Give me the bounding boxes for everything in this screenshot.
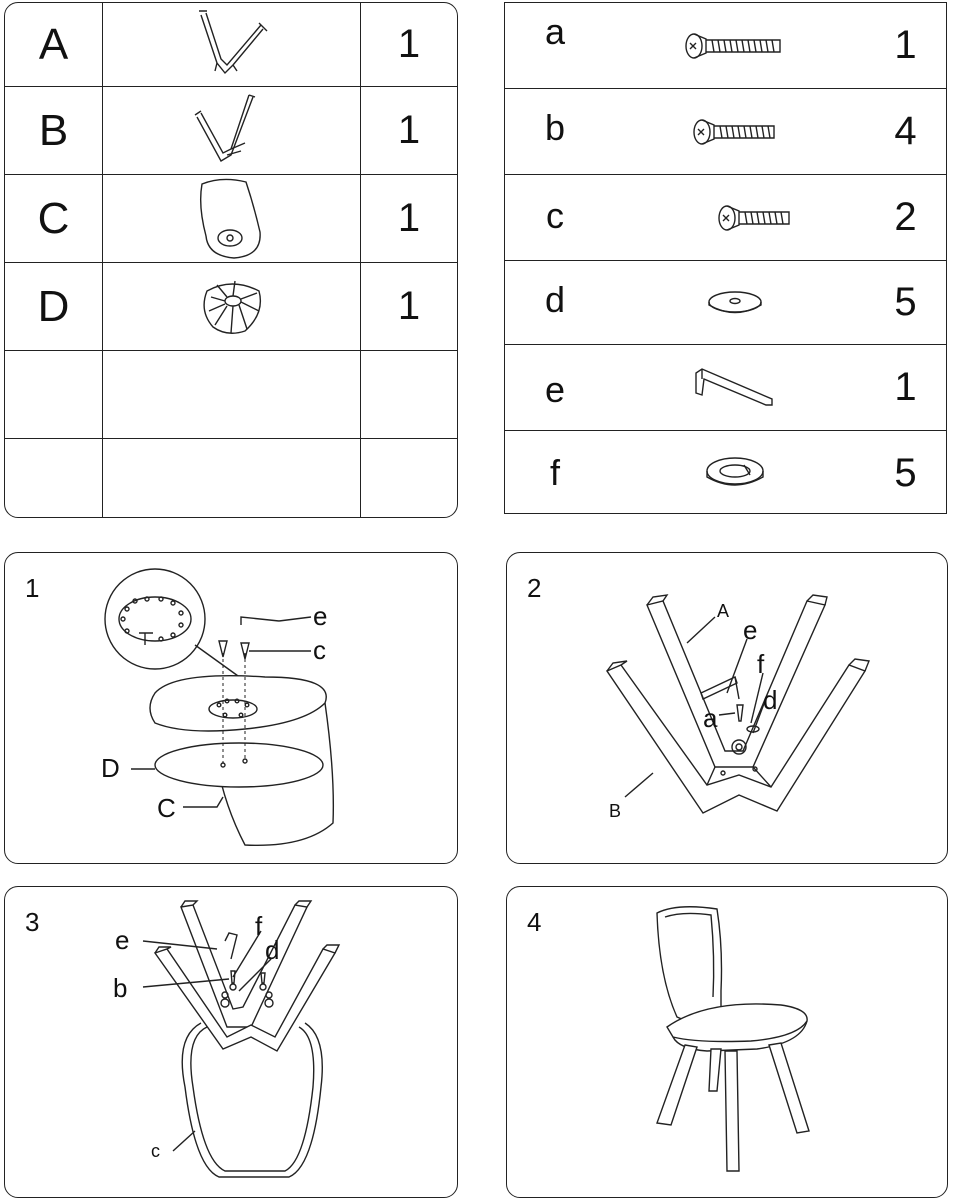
step-3-panel — [4, 886, 458, 1198]
label-e: e — [313, 601, 328, 631]
label-e: e — [115, 925, 130, 955]
bolt-icon — [690, 117, 780, 147]
step-number: 1 — [25, 573, 40, 603]
hardware-row — [505, 261, 946, 345]
hardware-qty: 5 — [894, 450, 917, 495]
label-D: D — [101, 753, 120, 783]
label-d: d — [265, 935, 280, 965]
step-number: 3 — [25, 907, 40, 937]
parts-row — [5, 263, 457, 351]
part-letter: A — [38, 19, 69, 69]
part-letter: C — [37, 193, 70, 243]
hardware-letter: e — [544, 369, 566, 410]
hardware-qty: 4 — [894, 109, 917, 153]
hardware-letter: d — [544, 279, 566, 320]
parts-row — [5, 3, 457, 87]
part-qty: 1 — [397, 108, 421, 152]
allen-key-icon — [690, 363, 780, 413]
parts-row — [5, 439, 457, 518]
flat-washer-icon — [705, 288, 765, 318]
leg-frame-a-icon — [187, 7, 277, 83]
hardware-row — [505, 89, 946, 175]
step-2-panel — [506, 552, 948, 864]
hardware-letter: a — [544, 11, 566, 52]
parts-table — [4, 2, 458, 518]
leg-frame-b-icon — [187, 91, 277, 171]
hardware-qty: 5 — [894, 280, 917, 324]
hardware-letter: c — [546, 195, 564, 236]
seat-shell-icon — [192, 176, 272, 262]
seat-cushion-icon — [197, 277, 267, 337]
hardware-row — [505, 431, 946, 515]
hardware-qty: 2 — [894, 195, 917, 239]
part-qty: 1 — [397, 196, 421, 240]
step-2-illustration — [507, 553, 947, 863]
short-bolt-icon — [715, 203, 795, 233]
detail-zoom-circle — [105, 569, 205, 669]
hardware-qty: 1 — [894, 365, 917, 409]
label-c: c — [313, 635, 326, 665]
step-number: 2 — [527, 573, 542, 603]
parts-row — [5, 87, 457, 175]
label-d: d — [763, 685, 778, 715]
hardware-letter: b — [544, 107, 566, 148]
part-qty: 1 — [397, 22, 421, 66]
hardware-row — [505, 345, 946, 431]
hardware-letter: f — [549, 452, 560, 493]
spring-washer-icon — [700, 453, 770, 493]
label-B: B — [609, 801, 622, 821]
part-letter: D — [37, 281, 70, 331]
hardware-row — [505, 175, 946, 261]
hardware-table — [504, 2, 947, 514]
step-1-panel — [4, 552, 458, 864]
part-qty: 1 — [397, 284, 421, 328]
step-number: 4 — [527, 907, 542, 937]
label-C: C — [157, 793, 176, 823]
parts-row — [5, 351, 457, 439]
step-4-illustration — [507, 887, 947, 1197]
hardware-row — [505, 3, 946, 89]
part-letter: B — [38, 105, 69, 155]
parts-row — [5, 175, 457, 263]
hardware-qty: 1 — [894, 23, 917, 67]
step-3-illustration — [5, 887, 457, 1197]
label-f: f — [255, 911, 263, 941]
step-4-panel — [506, 886, 948, 1198]
label-A: A — [717, 601, 730, 621]
label-c: c — [151, 1141, 160, 1161]
label-e: e — [743, 615, 758, 645]
label-a: a — [703, 703, 718, 733]
step-1-illustration — [5, 553, 457, 863]
label-b: b — [113, 973, 128, 1003]
long-bolt-icon — [680, 31, 790, 61]
label-f: f — [757, 649, 765, 679]
